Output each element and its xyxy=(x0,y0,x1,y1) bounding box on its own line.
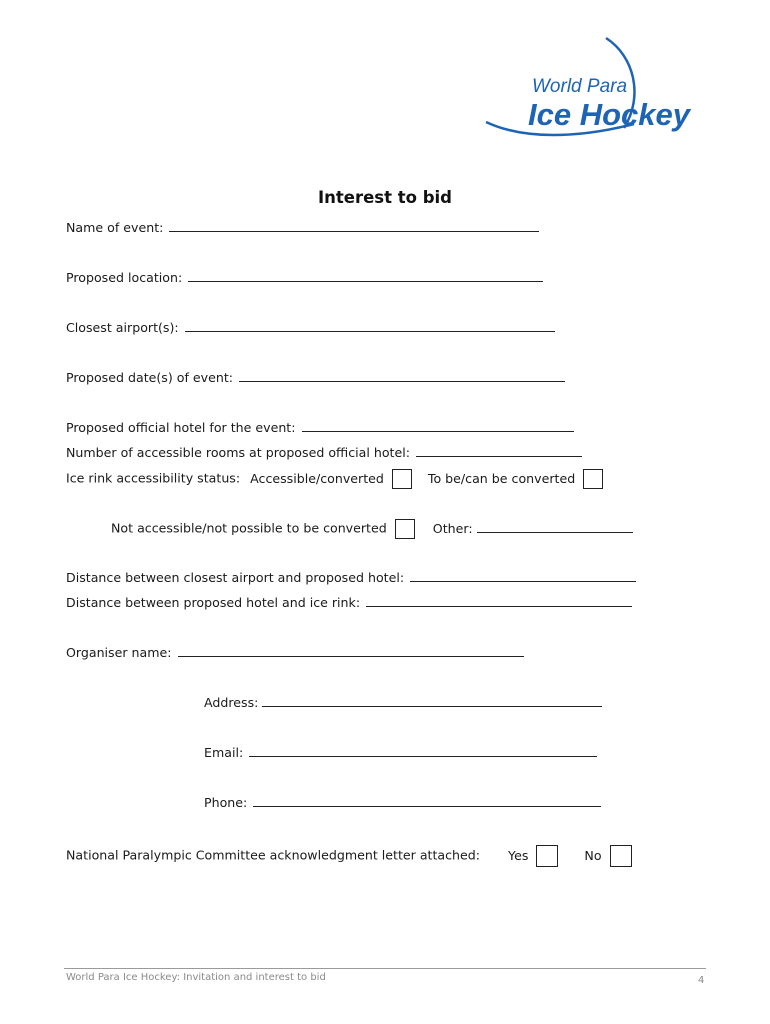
npc-letter-label: National Paralympic Committee acknowledgment letter attached: xyxy=(66,847,481,863)
accessible-rooms-field[interactable] xyxy=(416,444,582,457)
distance-hotel-rink-label: Distance between proposed hotel and ice rink: xyxy=(66,595,361,610)
not-accessible-checkbox[interactable] xyxy=(395,519,415,539)
rink-status-row-2 xyxy=(111,519,633,539)
official-hotel-row xyxy=(66,419,574,436)
logo-line-2: Ice Hockey xyxy=(528,97,690,132)
proposed-dates-field[interactable] xyxy=(239,369,565,382)
proposed-dates-label: Proposed date(s) of event: xyxy=(66,370,234,385)
logo-line-1: World Para xyxy=(532,76,628,97)
other-option-label: Other: xyxy=(432,520,473,536)
yes-option-label: Yes xyxy=(508,847,529,863)
name-of-event-label: Name of event: xyxy=(66,220,164,235)
rink-status-label: Ice rink accessibility status: xyxy=(66,470,241,486)
no-checkbox[interactable] xyxy=(610,845,632,867)
accessible-rooms-row xyxy=(66,444,582,461)
address-label: Address: xyxy=(204,695,259,710)
rink-status-row xyxy=(66,469,603,489)
official-hotel-label: Proposed official hotel for the event: xyxy=(66,420,296,435)
page-title: Interest to bid xyxy=(318,188,452,207)
proposed-location-field[interactable] xyxy=(188,269,543,282)
distance-airport-hotel-field[interactable] xyxy=(410,569,636,582)
name-of-event-row xyxy=(66,219,539,236)
phone-field[interactable] xyxy=(253,794,601,807)
closest-airports-label: Closest airport(s): xyxy=(66,320,179,335)
closest-airports-row xyxy=(66,319,555,336)
accessible-rooms-label: Number of accessible rooms at proposed official hotel: xyxy=(66,445,410,460)
email-field[interactable] xyxy=(249,744,597,757)
accessible-checkbox[interactable] xyxy=(392,469,412,489)
email-row xyxy=(204,744,597,761)
organiser-name-field[interactable] xyxy=(178,644,524,657)
page-number: 4 xyxy=(698,975,705,986)
phone-label: Phone: xyxy=(204,795,248,810)
proposed-location-row xyxy=(66,269,543,286)
official-hotel-field[interactable] xyxy=(302,419,574,432)
accessible-option-label: Accessible/converted xyxy=(250,470,384,486)
email-label: Email: xyxy=(204,745,244,760)
name-of-event-field[interactable] xyxy=(169,219,539,232)
proposed-location-label: Proposed location: xyxy=(66,270,183,285)
to-be-converted-checkbox[interactable] xyxy=(583,469,603,489)
not-accessible-option-label: Not accessible/not possible to be converted xyxy=(111,520,387,536)
organiser-name-label: Organiser name: xyxy=(66,645,172,660)
npc-letter-row xyxy=(66,845,632,867)
proposed-dates-row xyxy=(66,369,565,386)
footer-text: World Para Ice Hockey: Invitation and interest to bid xyxy=(66,972,326,983)
distance-hotel-rink-row xyxy=(66,594,632,611)
address-row xyxy=(204,694,602,711)
distance-airport-hotel-label: Distance between closest airport and proposed hotel: xyxy=(66,570,405,585)
closest-airports-field[interactable] xyxy=(185,319,555,332)
distance-airport-hotel-row xyxy=(66,569,636,586)
to-be-converted-option-label: To be/can be converted xyxy=(427,470,576,486)
distance-hotel-rink-field[interactable] xyxy=(366,594,632,607)
no-option-label: No xyxy=(584,847,602,863)
other-field[interactable] xyxy=(477,520,633,533)
yes-checkbox[interactable] xyxy=(536,845,558,867)
organiser-name-row xyxy=(66,644,524,661)
phone-row xyxy=(204,794,601,811)
world-para-ice-hockey-logo xyxy=(484,36,709,141)
address-field[interactable] xyxy=(262,694,602,707)
footer-divider xyxy=(64,968,706,969)
